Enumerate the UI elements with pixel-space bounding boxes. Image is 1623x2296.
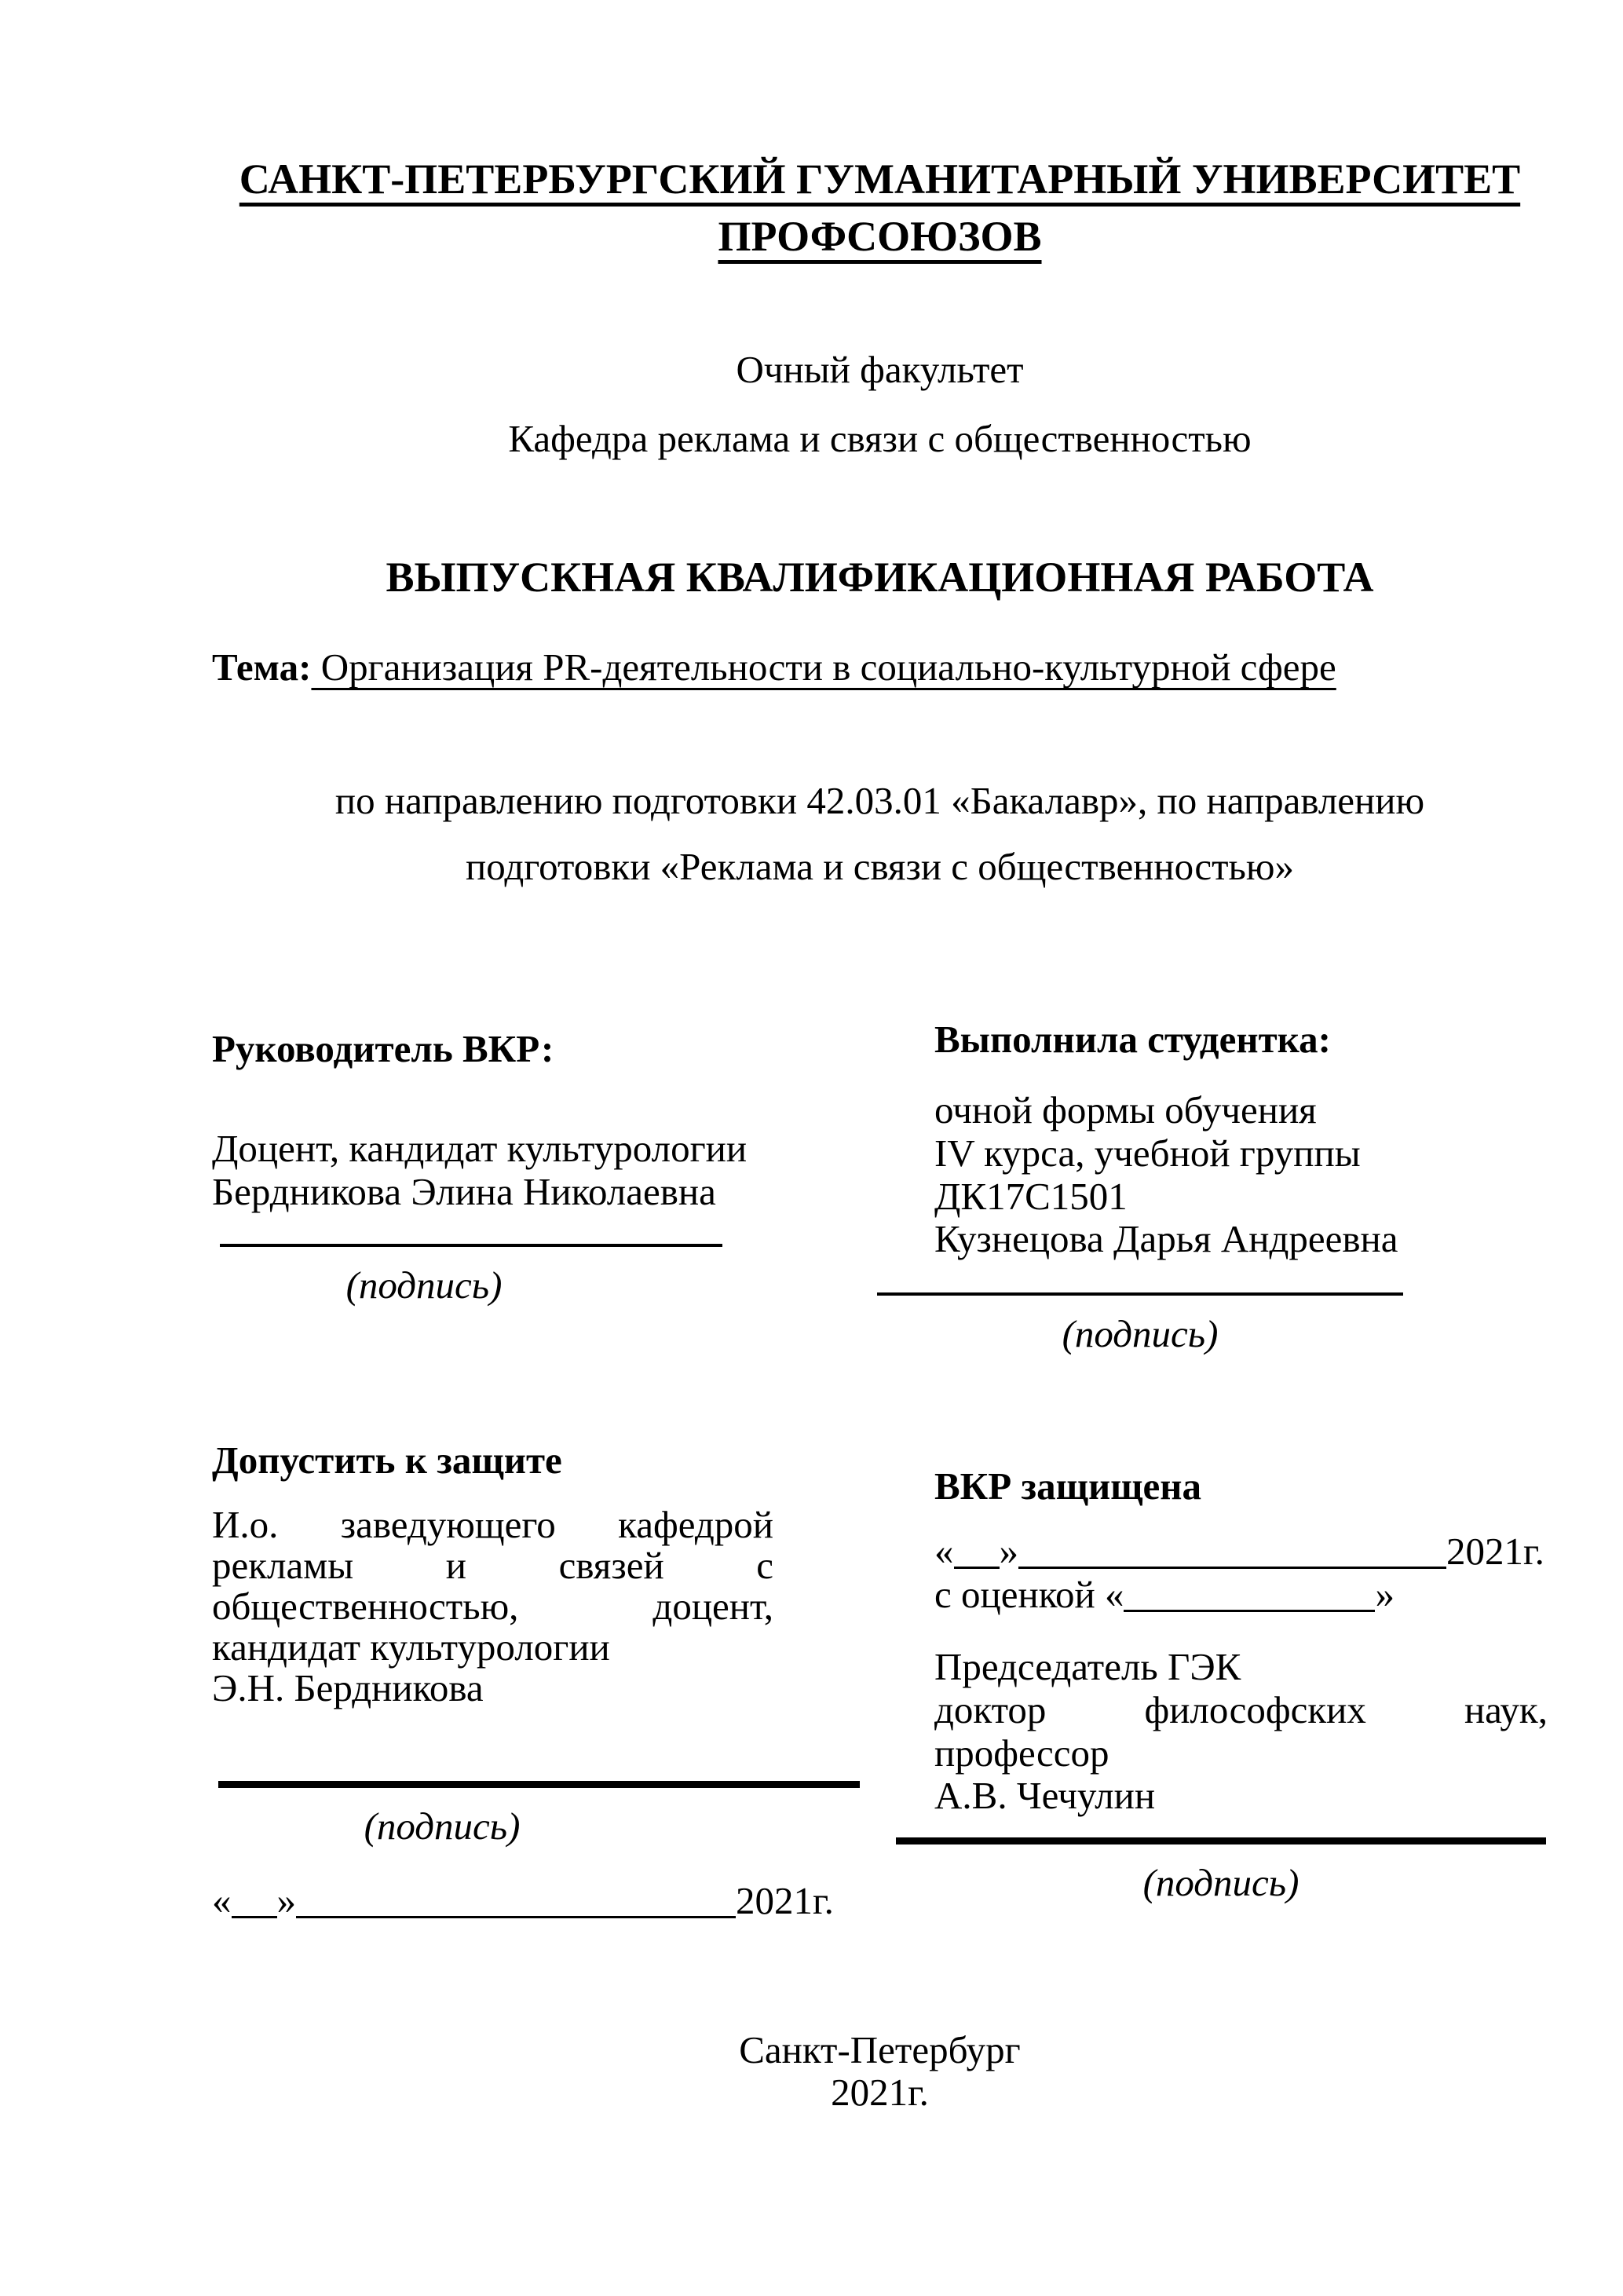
- student-signature-caption: (подпись): [1062, 1312, 1219, 1356]
- student-section: [934, 1018, 1548, 1356]
- topic-line: [212, 646, 1548, 689]
- defense-grade-blank: [1124, 1575, 1375, 1612]
- supervisor-info: [212, 1128, 773, 1214]
- footer-city: Санкт-Петербург: [739, 2027, 1021, 2071]
- defense-heading: ВКР защищена: [934, 1464, 1202, 1508]
- admission-signature-caption: (подпись): [364, 1804, 521, 1848]
- work-type-title: ВЫПУСКНАЯ КВАЛИФИКАЦИОННАЯ РАБОТА: [386, 553, 1374, 601]
- signatories-row-top: [212, 1018, 1548, 1356]
- program-line-2: подготовки «Реклама и связи с общественностью»: [466, 845, 1294, 889]
- supervisor-signature-caption: (подпись): [345, 1263, 503, 1307]
- admission-paragraph-line-3: общественностью, доцент,: [212, 1584, 773, 1628]
- defense-section: [934, 1439, 1548, 1922]
- chairman-signature-block: [896, 1837, 1546, 1905]
- faculty-name: Очный факультет: [736, 347, 1024, 391]
- admission-date-line: [212, 1878, 834, 1923]
- chairman-signature-caption: (подпись): [1142, 1861, 1299, 1905]
- student-course: IV курса, учебной группы: [934, 1131, 1361, 1175]
- defense-date-month-blank: [1018, 1532, 1446, 1569]
- admission-paragraph-line-4: кандидат культурологии: [212, 1625, 610, 1669]
- defense-date-line: [934, 1530, 1548, 1574]
- defense-grade-label: с оценкой: [934, 1572, 1095, 1616]
- defense-date-close-quote: »: [999, 1530, 1018, 1574]
- admission-date-day-blank: [232, 1881, 277, 1918]
- footer-year: 2021г.: [831, 2071, 929, 2115]
- university-name-line1: САНКТ-ПЕТЕРБУРГСКИЙ ГУМАНИТАРНЫЙ УНИВЕРСИТЕТ: [239, 155, 1521, 203]
- student-info: [934, 1089, 1548, 1262]
- supervisor-position: Доцент, кандидат культурологии: [212, 1126, 748, 1170]
- supervisor-heading: Руководитель ВКР:: [212, 1026, 554, 1070]
- admission-signature-line: [218, 1781, 860, 1788]
- student-group: ДК17С1501: [934, 1174, 1128, 1218]
- student-study-form: очной формы обучения: [934, 1088, 1317, 1132]
- student-heading: Выполнила студентка:: [934, 1017, 1331, 1061]
- defense-date-year: 2021г.: [1446, 1530, 1544, 1574]
- supervisor-section: [212, 1018, 773, 1356]
- chairman-name: А.В. Чечулин: [934, 1774, 1156, 1818]
- defense-grade-open-quote: «: [1104, 1572, 1124, 1616]
- footer: [212, 2029, 1548, 2115]
- defense-grade-line: [934, 1574, 1548, 1617]
- student-signature-line: [877, 1292, 1403, 1296]
- student-name: Кузнецова Дарья Андреевна: [934, 1217, 1398, 1261]
- student-signature-block: [877, 1292, 1403, 1356]
- chairman-title: Председатель ГЭК: [934, 1644, 1241, 1688]
- department-name: Кафедра реклама и связи с общественностью: [508, 416, 1252, 460]
- admission-section: [212, 1439, 834, 1922]
- chairman-degree: доктор философских наук, профессор: [934, 1687, 1548, 1775]
- program-line-1: по направлению подготовки 42.03.01 «Бакалавр», по направлению: [334, 779, 1425, 823]
- admission-officer-name: Э.Н. Бердникова: [212, 1665, 484, 1709]
- admission-heading: Допустить к защите: [212, 1439, 562, 1483]
- chairman-block: [934, 1646, 1548, 1819]
- admission-paragraph-line-2: рекламы и связей с: [212, 1544, 773, 1588]
- defense-grade-close-quote: »: [1375, 1572, 1395, 1616]
- university-name: [212, 151, 1548, 265]
- university-name-line2: ПРОФСОЮЗОВ: [718, 212, 1042, 260]
- admission-date-open-quote: «: [212, 1878, 232, 1922]
- defense-date-day-blank: [954, 1532, 1000, 1569]
- admission-paragraph: [212, 1504, 773, 1668]
- admission-date-month-blank: [296, 1881, 736, 1918]
- signatories-row-bottom: [212, 1439, 1548, 1922]
- supervisor-signature-line: [220, 1244, 722, 1247]
- supervisor-signature-block: [220, 1244, 722, 1307]
- admission-date-close-quote: »: [276, 1878, 296, 1922]
- chairman-signature-line: [896, 1837, 1546, 1844]
- topic-text: Организация PR-деятельности в социально-культурной сфере: [311, 645, 1336, 689]
- supervisor-name: Бердникова Элина Николаевна: [212, 1169, 716, 1213]
- admission-signature-block: [218, 1781, 860, 1848]
- admission-date-year: 2021г.: [736, 1878, 834, 1922]
- topic-label: Тема:: [212, 645, 312, 689]
- admission-paragraph-line-1: И.о. заведующего кафедрой: [212, 1503, 773, 1547]
- defense-date-open-quote: «: [934, 1530, 954, 1574]
